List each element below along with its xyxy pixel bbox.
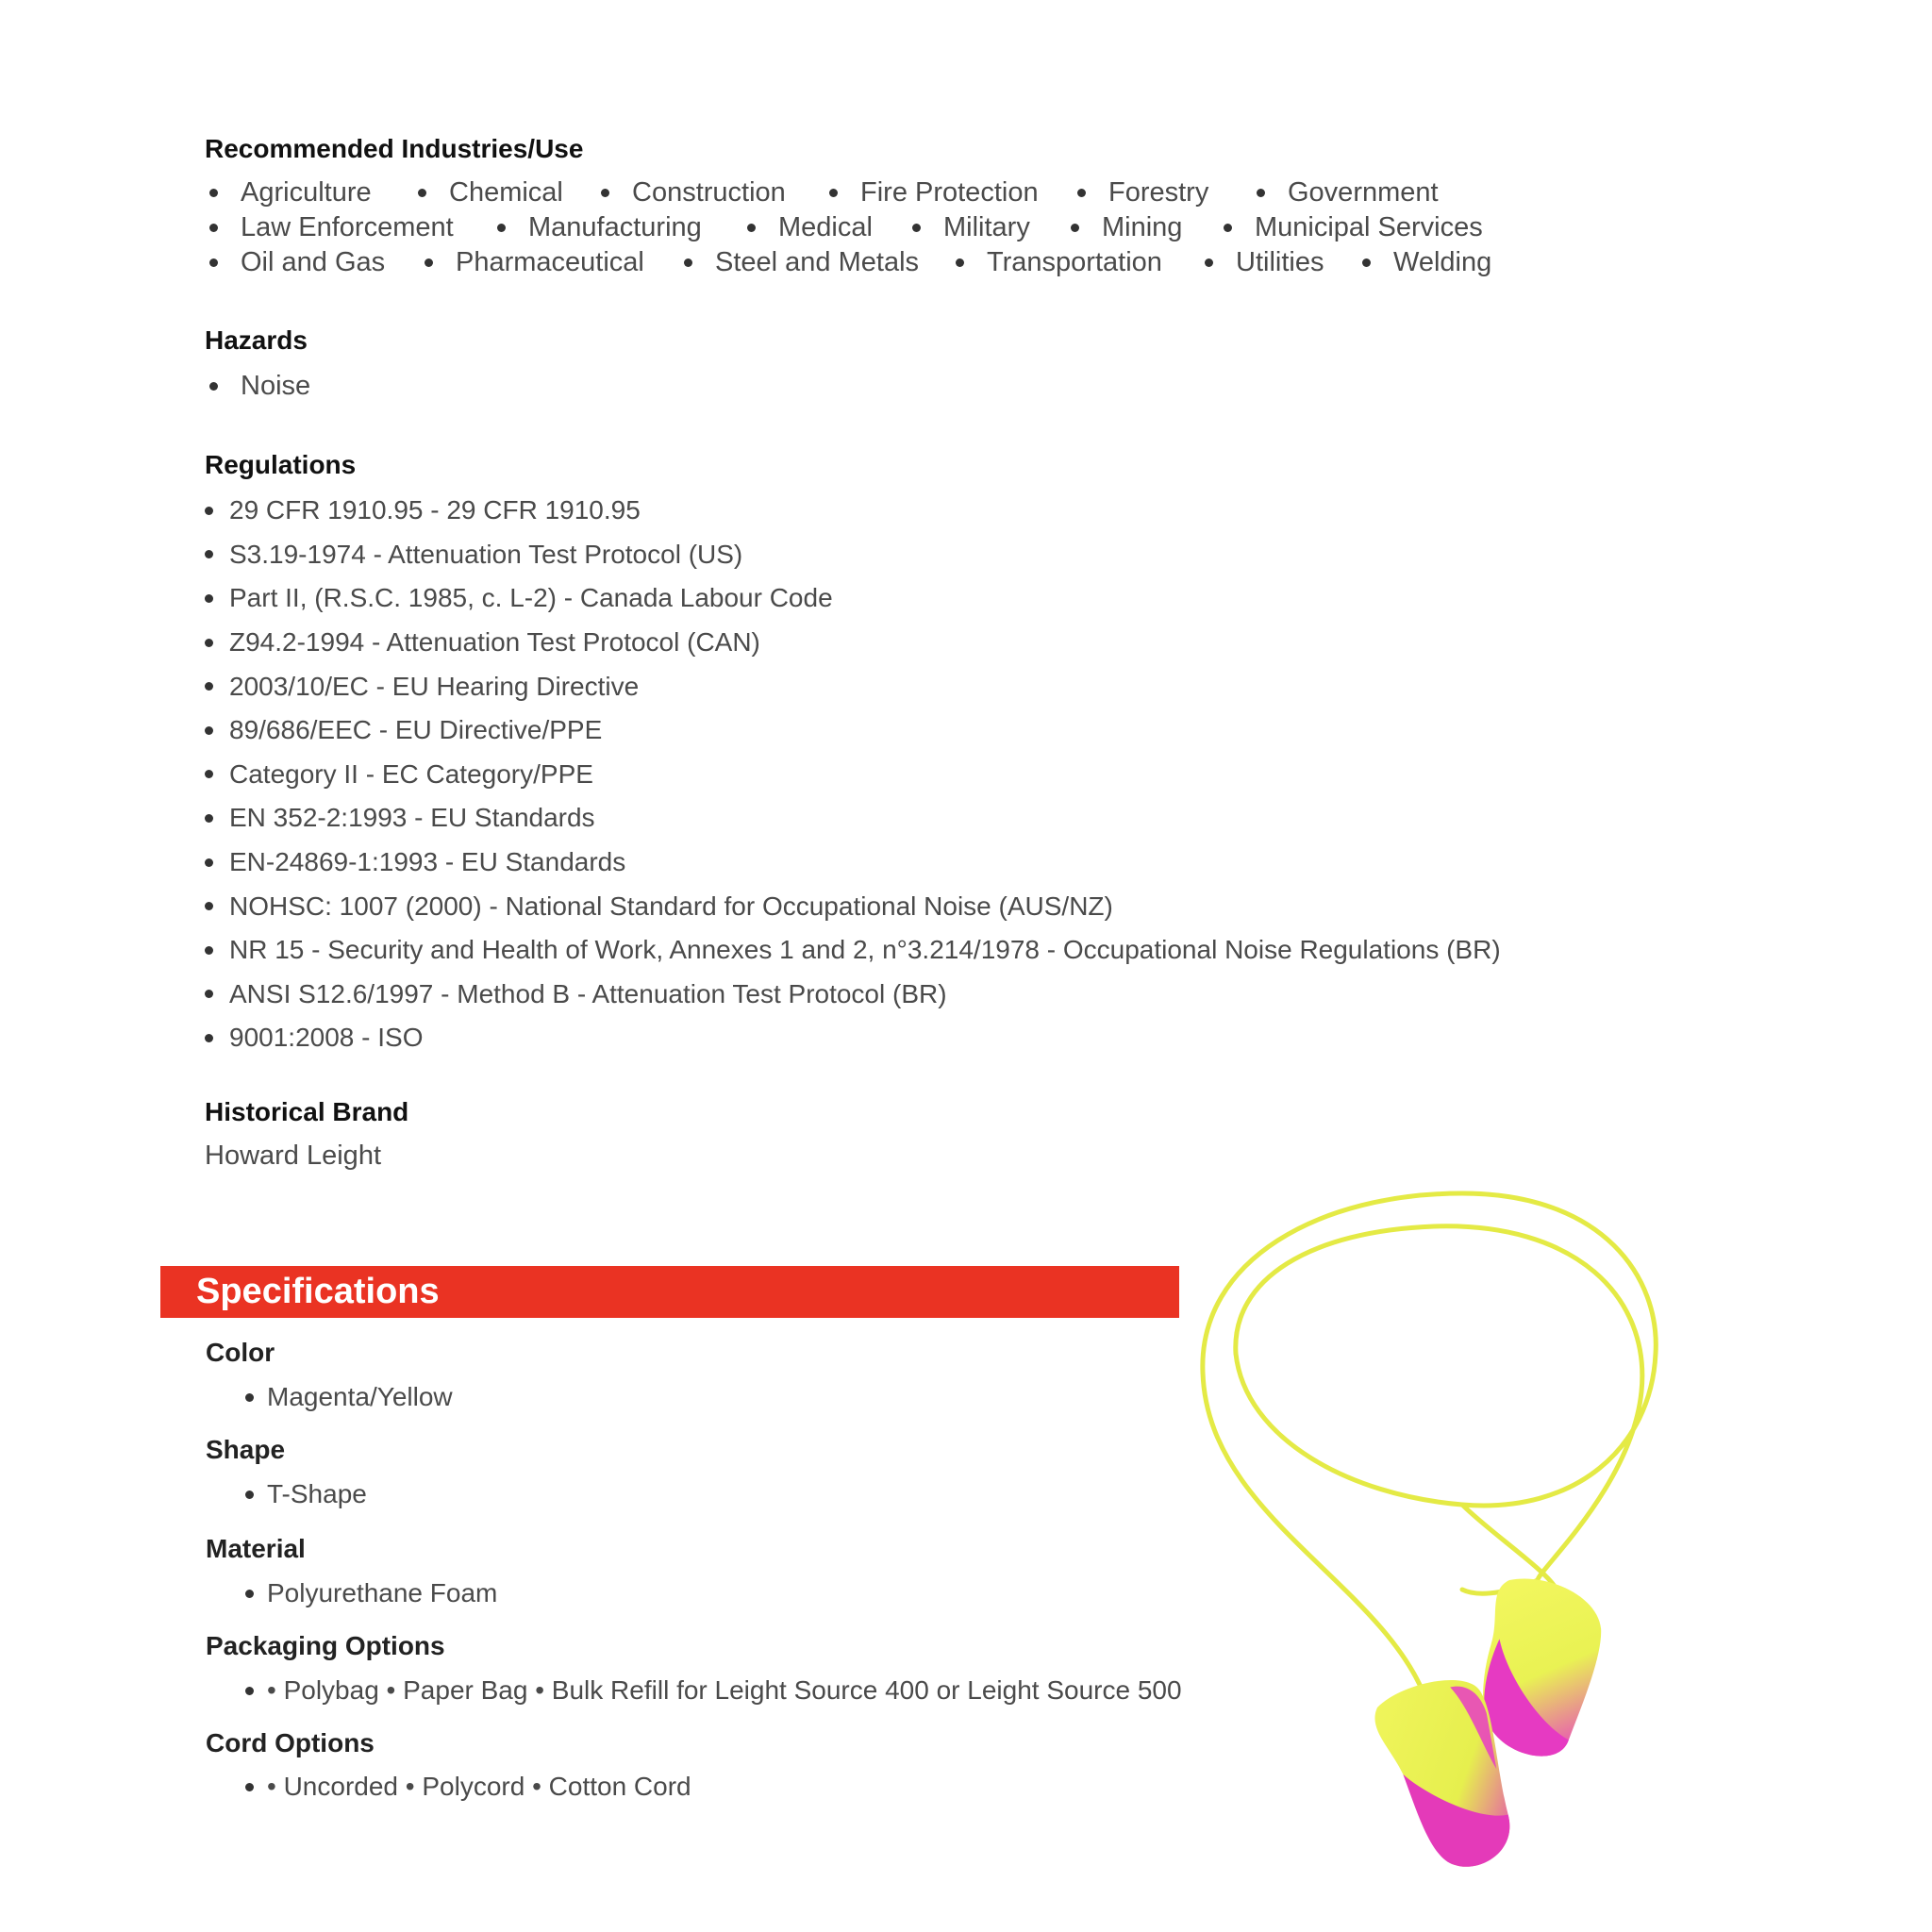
bullet-icon bbox=[245, 1590, 254, 1598]
bullet-icon bbox=[829, 189, 838, 197]
bullet-icon bbox=[425, 258, 433, 267]
bullet-icon bbox=[747, 224, 756, 232]
list-item: 89/686/EEC - EU Directive/PPE bbox=[205, 708, 1501, 753]
bullet-icon bbox=[245, 1393, 254, 1402]
list-item: Medical bbox=[747, 212, 873, 243]
bullet-icon bbox=[205, 990, 213, 998]
list-item: NR 15 - Security and Health of Work, Annexes 1 and 2, n°3.214/1978 - Occupational Noise Regulations (BR) bbox=[205, 928, 1501, 973]
spec-heading-cord: Cord Options bbox=[206, 1728, 375, 1757]
bullet-icon bbox=[209, 258, 218, 267]
list-item: ANSI S12.6/1997 - Method B - Attenuation Test Protocol (BR) bbox=[205, 973, 1501, 1017]
regulations-heading: Regulations bbox=[205, 450, 357, 479]
bullet-icon bbox=[205, 639, 213, 647]
list-item: Fire Protection bbox=[829, 177, 1039, 208]
spec-value-color: Magenta/Yellow bbox=[245, 1382, 453, 1412]
hazards-heading: Hazards bbox=[205, 325, 308, 355]
historical-brand-value: Howard Leight bbox=[205, 1141, 381, 1171]
bullet-icon bbox=[1205, 258, 1213, 267]
bullet-icon bbox=[205, 858, 213, 867]
bullet-icon bbox=[912, 224, 921, 232]
bullet-icon bbox=[1257, 189, 1265, 197]
list-item: Welding bbox=[1362, 247, 1491, 278]
bullet-icon bbox=[205, 902, 213, 910]
list-item: Manufacturing bbox=[497, 212, 702, 243]
list-item: EN-24869-1:1993 - EU Standards bbox=[205, 841, 1501, 885]
list-item: Transportation bbox=[956, 247, 1162, 278]
list-item: Part II, (R.S.C. 1985, c. L-2) - Canada Labour Code bbox=[205, 576, 1501, 621]
spec-value-cord: • Uncorded • Polycord • Cotton Cord bbox=[245, 1772, 691, 1802]
bullet-icon bbox=[1077, 189, 1086, 197]
list-item: Oil and Gas bbox=[209, 247, 385, 278]
spec-heading-shape: Shape bbox=[206, 1435, 286, 1464]
bullet-icon bbox=[209, 224, 218, 232]
bullet-icon bbox=[205, 507, 213, 515]
industries-heading: Recommended Industries/Use bbox=[205, 134, 584, 163]
bullet-icon bbox=[245, 1687, 254, 1695]
bullet-icon bbox=[205, 726, 213, 735]
spec-value-shape: T-Shape bbox=[245, 1479, 367, 1509]
bullet-icon bbox=[205, 770, 213, 778]
spec-value-packaging: • Polybag • Paper Bag • Bulk Refill for Leight Source 400 or Leight Source 500 bbox=[245, 1675, 1182, 1706]
list-item: Steel and Metals bbox=[684, 247, 919, 278]
bullet-icon bbox=[1071, 224, 1079, 232]
bullet-icon bbox=[205, 1034, 213, 1042]
bullet-icon bbox=[1362, 258, 1371, 267]
bullet-icon bbox=[205, 682, 213, 691]
list-item: Noise bbox=[209, 371, 310, 402]
bullet-icon bbox=[245, 1491, 254, 1499]
list-item: Chemical bbox=[418, 177, 563, 208]
bullet-icon bbox=[418, 189, 426, 197]
spec-heading-color: Color bbox=[206, 1338, 275, 1367]
specifications-title: Specifications bbox=[196, 1272, 440, 1311]
regulations-list bbox=[205, 489, 1501, 1060]
corded-earplugs-icon bbox=[1179, 1174, 1783, 1910]
bullet-icon bbox=[1224, 224, 1232, 232]
list-item: Z94.2-1994 - Attenuation Test Protocol (CAN) bbox=[205, 621, 1501, 665]
spec-heading-material: Material bbox=[206, 1534, 306, 1563]
list-item: Construction bbox=[601, 177, 786, 208]
historical-brand-heading: Historical Brand bbox=[205, 1097, 409, 1126]
list-item: EN 352-2:1993 - EU Standards bbox=[205, 796, 1501, 841]
list-item: Military bbox=[912, 212, 1030, 243]
spec-heading-packaging: Packaging Options bbox=[206, 1631, 445, 1660]
bullet-icon bbox=[209, 189, 218, 197]
list-item: Category II - EC Category/PPE bbox=[205, 753, 1501, 797]
list-item: Municipal Services bbox=[1224, 212, 1483, 243]
bullet-icon bbox=[205, 594, 213, 603]
list-item: S3.19-1974 - Attenuation Test Protocol (US) bbox=[205, 533, 1501, 577]
list-item: NOHSC: 1007 (2000) - National Standard for Occupational Noise (AUS/NZ) bbox=[205, 884, 1501, 928]
specifications-banner bbox=[160, 1266, 1179, 1318]
list-item: Mining bbox=[1071, 212, 1182, 243]
bullet-icon bbox=[956, 258, 964, 267]
bullet-icon bbox=[205, 550, 213, 558]
list-item: Forestry bbox=[1077, 177, 1208, 208]
spec-value-material: Polyurethane Foam bbox=[245, 1578, 497, 1608]
bullet-icon bbox=[245, 1783, 254, 1791]
list-item: Utilities bbox=[1205, 247, 1324, 278]
list-item: Pharmaceutical bbox=[425, 247, 644, 278]
list-item: 29 CFR 1910.95 - 29 CFR 1910.95 bbox=[205, 489, 1501, 533]
list-item: Government bbox=[1257, 177, 1439, 208]
list-item: 9001:2008 - ISO bbox=[205, 1016, 1501, 1060]
bullet-icon bbox=[601, 189, 609, 197]
list-item: Agriculture bbox=[209, 177, 372, 208]
bullet-icon bbox=[684, 258, 692, 267]
bullet-icon bbox=[497, 224, 506, 232]
list-item: 2003/10/EC - EU Hearing Directive bbox=[205, 664, 1501, 708]
bullet-icon bbox=[209, 382, 218, 391]
list-item: Law Enforcement bbox=[209, 212, 454, 243]
bullet-icon bbox=[205, 814, 213, 823]
bullet-icon bbox=[205, 946, 213, 955]
